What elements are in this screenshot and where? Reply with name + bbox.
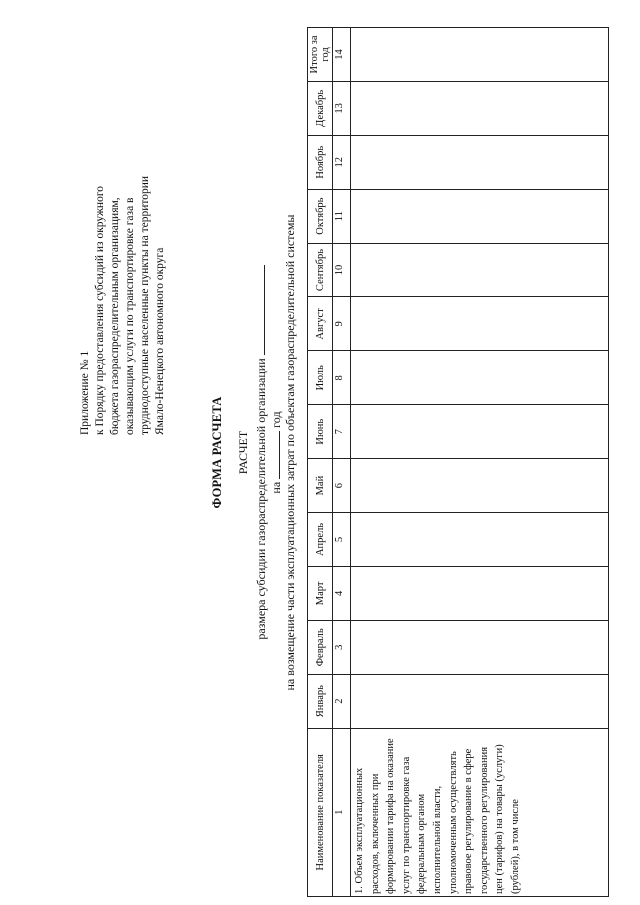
appendix-line: бюджета газораспределительным организациям, xyxy=(109,197,121,435)
value-cell[interactable] xyxy=(351,189,609,243)
column-header: Февраль xyxy=(308,620,333,674)
appendix-line: Ямало-Ненецкого автономного округа xyxy=(154,247,166,435)
value-cell[interactable] xyxy=(351,405,609,459)
column-header: Март xyxy=(308,566,333,620)
calc-subtitle xyxy=(253,0,269,905)
column-header: Апрель xyxy=(308,513,333,567)
column-header: Ноябрь xyxy=(308,135,333,189)
column-number: 2 xyxy=(333,674,351,728)
column-header: Август xyxy=(308,297,333,351)
year-suffix: год xyxy=(269,411,283,428)
column-header: Июль xyxy=(308,351,333,405)
value-cell[interactable] xyxy=(351,620,609,674)
appendix-line: к Порядку предоставления субсидий из окружного xyxy=(94,185,106,435)
value-cell[interactable] xyxy=(351,81,609,135)
value-cell[interactable] xyxy=(351,297,609,351)
value-cell[interactable] xyxy=(351,513,609,567)
value-cell[interactable] xyxy=(351,243,609,297)
column-header: Наименование показателя xyxy=(308,728,333,896)
value-cell[interactable] xyxy=(351,351,609,405)
value-cell[interactable] xyxy=(351,674,609,728)
column-number: 4 xyxy=(333,566,351,620)
appendix-line: Приложение № 1 xyxy=(79,350,91,435)
row-label: 1. Объем эксплуатационных расходов, включенных при формировании тарифа на оказание услуг по транспортировке газа федеральным органом исполнительной власти, уполномоченным осуществлять правовое регулирование в сфере государственного регулирования цен (тарифов) на товары (услуги) (рублей), в том числе xyxy=(351,728,609,896)
year-prefix: на xyxy=(269,481,283,494)
table-header-row xyxy=(308,28,333,897)
organization-name-blank[interactable] xyxy=(253,265,265,355)
column-number: 5 xyxy=(333,513,351,567)
column-number: 3 xyxy=(333,620,351,674)
column-header: Декабрь xyxy=(308,81,333,135)
value-cell[interactable] xyxy=(351,566,609,620)
column-header: Сентябрь xyxy=(308,243,333,297)
column-header: Октябрь xyxy=(308,189,333,243)
column-number: 7 xyxy=(333,405,351,459)
column-header: Июнь xyxy=(308,405,333,459)
column-number-row xyxy=(333,28,351,897)
value-cell[interactable] xyxy=(351,459,609,513)
value-cell[interactable] xyxy=(351,28,609,82)
year-blank[interactable] xyxy=(268,431,280,479)
table-row xyxy=(351,28,609,897)
column-number: 12 xyxy=(333,135,351,189)
column-header: Итого за год xyxy=(308,28,333,82)
value-cell[interactable] xyxy=(351,135,609,189)
form-title: ФОРМА РАСЧЕТА xyxy=(210,396,224,509)
calc-purpose: на возмещение части эксплуатационных затрат по объектам газораспределительной системы xyxy=(283,214,297,691)
column-number: 13 xyxy=(333,81,351,135)
appendix-line: труднодоступные населенные пункты на территории xyxy=(139,175,151,435)
column-number: 14 xyxy=(333,28,351,82)
calc-year-line xyxy=(268,0,284,905)
column-number: 9 xyxy=(333,297,351,351)
column-number: 1 xyxy=(333,728,351,896)
calc-subtitle-text: размера субсидии газораспределительной организации xyxy=(254,358,268,640)
appendix-note xyxy=(78,75,168,435)
calculation-table xyxy=(307,27,609,897)
column-header: Январь xyxy=(308,674,333,728)
column-header: Май xyxy=(308,459,333,513)
column-number: 6 xyxy=(333,459,351,513)
column-number: 10 xyxy=(333,243,351,297)
column-number: 11 xyxy=(333,189,351,243)
calc-heading: РАСЧЕТ xyxy=(236,430,250,475)
appendix-line: оказывающим услуги по транспортировке газа в xyxy=(124,197,136,435)
column-number: 8 xyxy=(333,351,351,405)
